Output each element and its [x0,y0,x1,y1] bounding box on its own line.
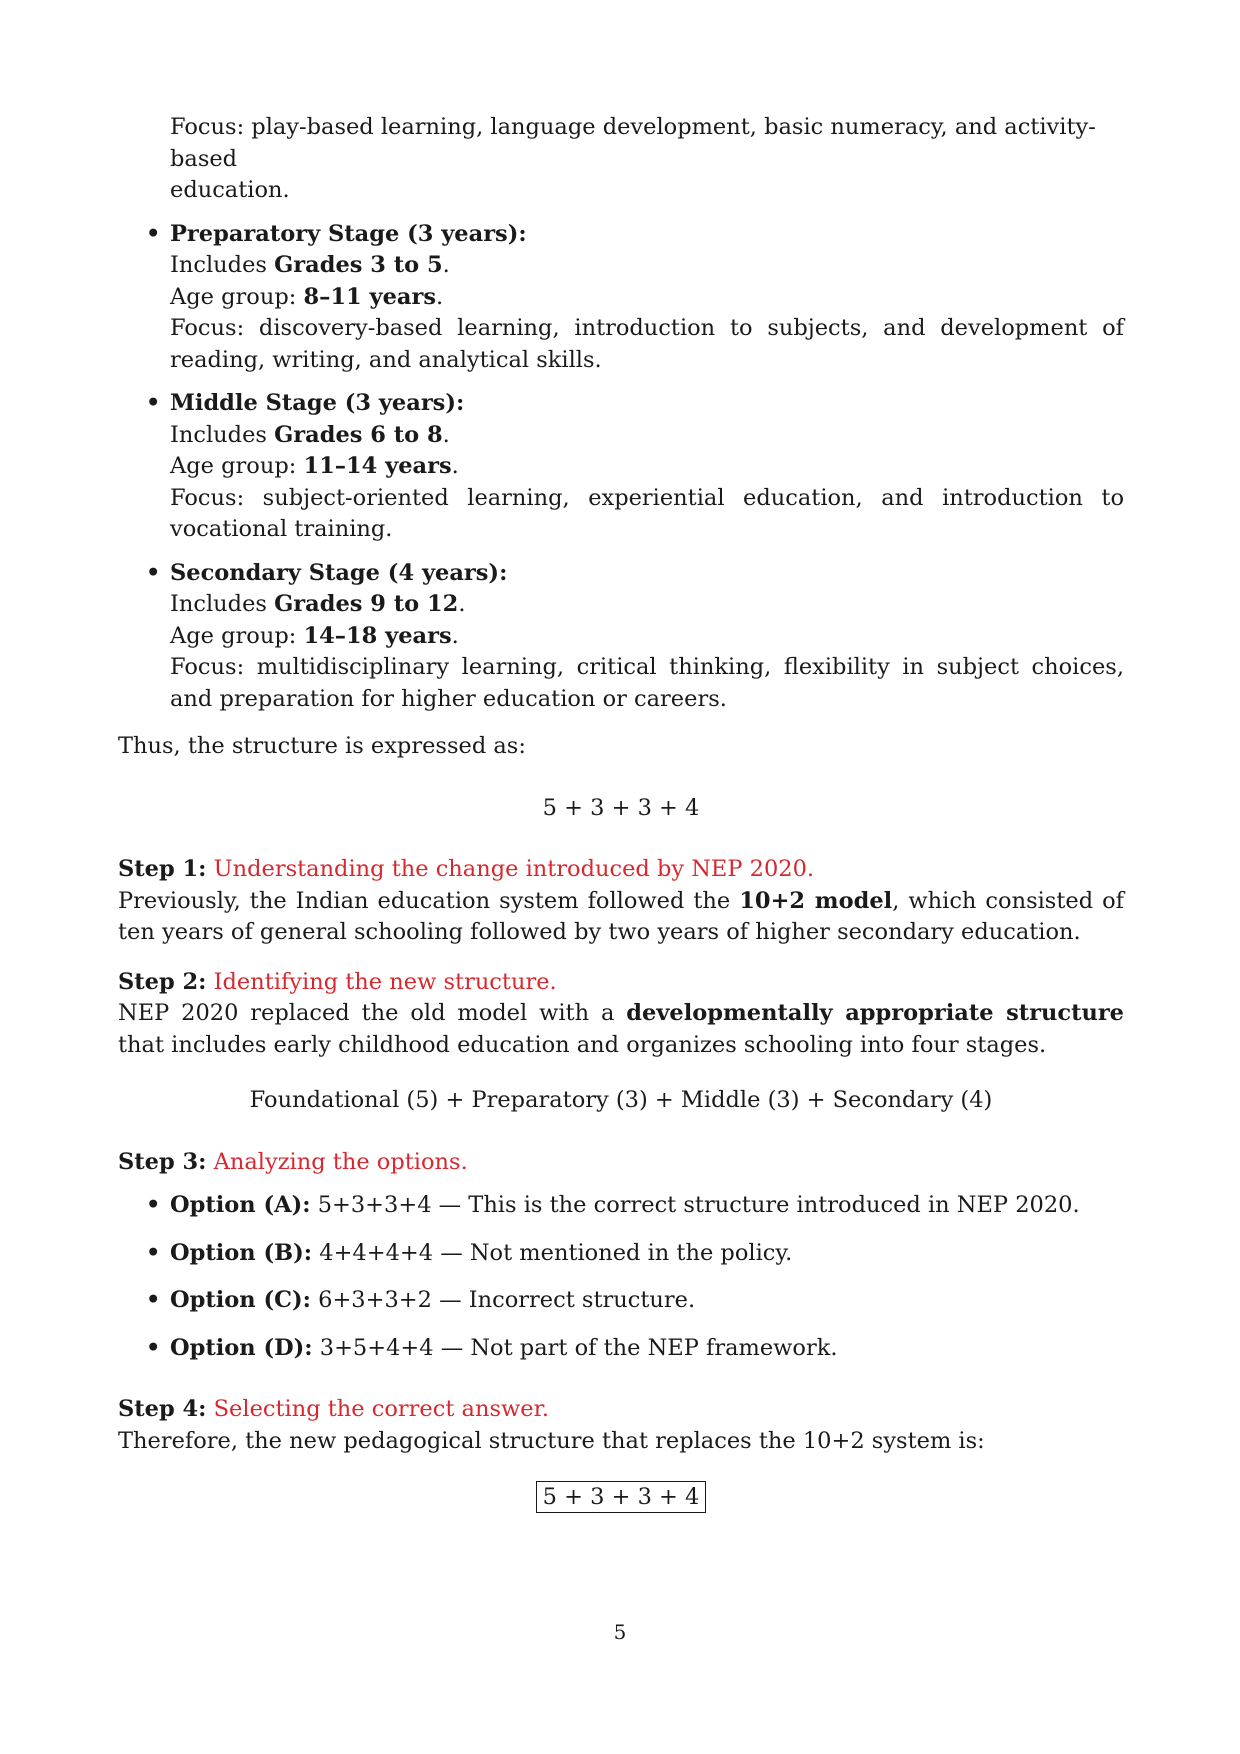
step-text: NEP 2020 replaced the old model with a developmentally appropriate structure that includes early childhood education and organizes schooling into four stages. [118,1000,1125,1058]
bullet-icon: • [146,220,161,247]
document-page [118,112,1124,1514]
step-3 [118,1147,1124,1365]
option-item-b [118,1238,1124,1270]
bullet-icon: • [146,390,161,416]
foundational-focus-line2: education. [170,177,290,203]
option-text: 3+5+4+4 — Not part of the NEP framework. [319,1334,838,1361]
foundational-focus [118,112,1124,207]
stage-title: Preparatory Stage (3 years): [170,220,527,247]
option-label: Option (C): [170,1287,311,1313]
step-label: Step 3: [118,1148,207,1175]
step-title: Selecting the correct answer. [213,1396,549,1422]
stage-focus: Focus: subject-oriented learning, experiential education, and introduction to vocational training. [170,484,1124,542]
option-item-d [118,1333,1124,1365]
stages-equation: Foundational (5) + Preparatory (3) + Middle (3) + Secondary (4) [249,1087,993,1113]
option-label: Option (D): [170,1334,313,1361]
stage-item-preparatory [118,219,1124,377]
bullet-icon: • [146,1192,161,1218]
stage-age-group: Age group: 11–14 years. [170,453,459,479]
step-heading [118,1394,1124,1426]
stage-age-group: Age group: 14–18 years. [170,622,459,649]
step-text: Previously, the Indian education system followed the 10+2 model, which consisted of ten years of general schooling followed by two years of higher secondary education. [118,887,1125,945]
stage-includes: Includes Grades 9 to 12. [170,591,466,617]
bullet-icon: • [146,1239,161,1266]
stage-focus: Focus: multidisciplinary learning, critical thinking, flexibility in subject choices, and preparation for higher education or careers. [170,654,1124,712]
thus-text: Thus, the structure is expressed as: [118,733,526,759]
step-label: Step 4: [118,1396,207,1422]
option-item-a [118,1190,1124,1222]
step-title: Understanding the change introduced by NEP 2020. [213,856,815,882]
page-number: 5 [613,1620,627,1644]
structure-equation: 5 + 3 + 3 + 4 [542,794,700,821]
bullet-icon: • [146,1334,161,1361]
step-heading [118,967,1124,999]
step-title: Identifying the new structure. [213,968,557,995]
stage-title: Middle Stage (3 years): [170,390,465,416]
answer-box: 5 + 3 + 3 + 4 [536,1481,707,1513]
step-4 [118,1394,1124,1514]
bullet-icon: • [146,559,161,586]
step-2 [118,967,1124,1117]
stage-includes: Includes Grades 6 to 8. [170,421,450,448]
step-title: Analyzing the options. [213,1148,468,1175]
options-list [118,1190,1124,1364]
option-label: Option (B): [170,1239,313,1266]
step-heading [118,1147,1124,1179]
bullet-icon: • [146,1287,161,1313]
foundational-focus-line1: Focus: play-based learning, language development, basic numeracy, and activity-based [170,114,1096,172]
option-item-c [118,1285,1124,1317]
stage-title: Secondary Stage (4 years): [170,559,508,586]
option-text: 6+3+3+2 — Incorrect structure. [318,1287,696,1313]
stage-item-middle [118,388,1124,546]
stage-focus: Focus: discovery-based learning, introduction to subjects, and development of reading, writing, and analytical skills. [170,315,1124,373]
stage-age-group: Age group: 8–11 years. [170,283,444,310]
option-text: 5+3+3+4 — This is the correct structure introduced in NEP 2020. [317,1192,1080,1218]
step-text: Therefore, the new pedagogical structure that replaces the 10+2 system is: [118,1427,985,1454]
option-text: 4+4+4+4 — Not mentioned in the policy. [319,1239,793,1266]
step-1 [118,854,1124,949]
option-label: Option (A): [170,1192,311,1218]
stage-item-secondary [118,558,1124,716]
step-label: Step 2: [118,968,207,995]
stage-includes: Includes Grades 3 to 5. [170,252,450,278]
step-heading [118,854,1124,886]
step-label: Step 1: [118,856,207,882]
final-answer [118,1481,1124,1514]
